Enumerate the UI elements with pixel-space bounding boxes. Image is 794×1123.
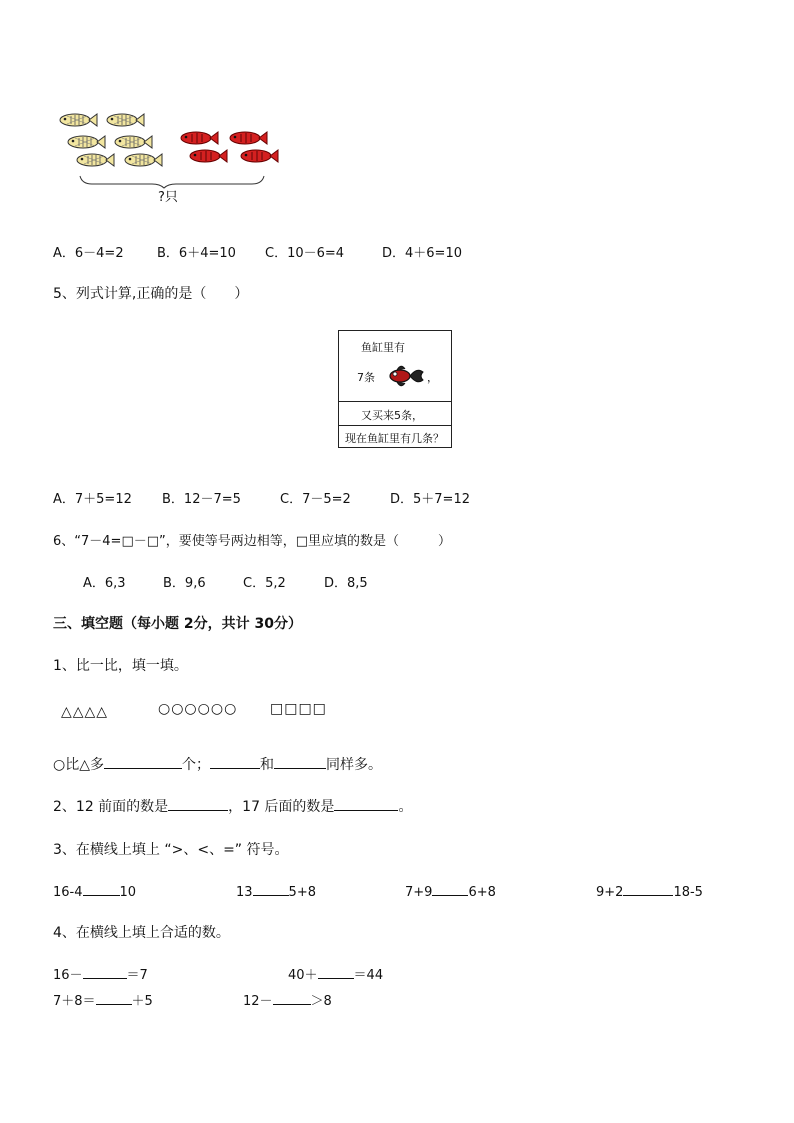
blank-field[interactable] <box>83 964 127 979</box>
q5-option-b: B．12－7=5 <box>162 492 241 507</box>
q4-option-a: A．6－4=2 <box>53 246 124 261</box>
s3-q1-answer-line <box>53 754 382 774</box>
blank-field[interactable] <box>334 796 398 811</box>
goldfish-icon <box>383 363 425 389</box>
eq-left: 40＋ <box>288 968 318 983</box>
blank-field[interactable] <box>318 964 354 979</box>
s3-q4-eq4 <box>243 990 332 1009</box>
q3-item-left: 7+9 <box>405 885 433 900</box>
s3-q1-stem: 1、比一比，填一填。 <box>53 658 188 674</box>
q6-option-c: C．5,2 <box>243 576 286 591</box>
blank-field[interactable] <box>623 881 673 896</box>
yellow-fish <box>60 114 97 126</box>
q3-item-right: 5+8 <box>288 885 316 900</box>
s3-q1-text-a: ○比△多 <box>53 757 104 773</box>
q6-option-a: A．6,3 <box>83 576 126 591</box>
s3-q2 <box>53 796 412 816</box>
blank-field[interactable] <box>210 754 260 769</box>
box-comma: ， <box>427 371 438 384</box>
eq-left: 16－ <box>53 968 83 983</box>
yellow-fish <box>77 154 114 166</box>
red-fish <box>181 132 218 144</box>
s3-q3-item <box>405 881 496 900</box>
q6-option-b: B．9,6 <box>163 576 206 591</box>
blank-field[interactable] <box>168 796 228 811</box>
box-line1: 鱼缸里有 <box>361 341 405 354</box>
yellow-fish <box>68 136 105 148</box>
square-shapes: □□□□ <box>270 701 327 717</box>
eq-right: ＝44 <box>353 968 384 983</box>
q5-stem: 5、列式计算,正确的是（ ） <box>53 286 249 302</box>
s3-q2-text-a: 2、12 前面的数是 <box>53 799 169 815</box>
red-fish <box>241 150 278 162</box>
red-fish <box>190 150 227 162</box>
box-line4: 现在鱼缸里有几条？ <box>345 432 444 445</box>
eq-right: ＞8 <box>310 994 332 1009</box>
q5-option-a: A．7＋5=12 <box>53 492 132 507</box>
blank-field[interactable] <box>432 881 468 896</box>
red-fish <box>230 132 267 144</box>
eq-right: ＋5 <box>131 994 153 1009</box>
blank-field[interactable] <box>96 990 132 1005</box>
q3-item-left: 13 <box>236 885 253 900</box>
q5-word-problem-box <box>338 330 452 448</box>
eq-left: 12－ <box>243 994 273 1009</box>
s3-q3-item <box>596 881 703 900</box>
box-line3: 又买来5条， <box>361 409 423 422</box>
s3-q4-eq2 <box>288 964 383 983</box>
yellow-fish <box>125 154 162 166</box>
q6-stem: 6、“7－4=□－□”，要使等号两边相等，□里应填的数是（ ） <box>53 534 452 549</box>
s3-q4-eq1 <box>53 964 148 983</box>
section3-heading: 三、填空题（每小题 2分，共计 30分） <box>53 616 302 632</box>
q3-item-left: 9+2 <box>596 885 624 900</box>
s3-q3-item <box>53 881 136 900</box>
q4-option-d: D．4＋6=10 <box>382 246 462 261</box>
yellow-fish <box>107 114 144 126</box>
q3-item-right: 18-5 <box>673 885 703 900</box>
s3-q2-text-c: 。 <box>398 799 413 815</box>
q5-option-c: C．7－5=2 <box>280 492 351 507</box>
yellow-fish <box>115 136 152 148</box>
q3-item-right: 6+8 <box>468 885 496 900</box>
q6-option-d: D．8,5 <box>324 576 368 591</box>
q4-option-b: B．6＋4=10 <box>157 246 236 261</box>
eq-right: ＝7 <box>126 968 148 983</box>
q5-option-d: D．5＋7=12 <box>390 492 470 507</box>
brace-label: ?只 <box>158 190 178 205</box>
red-fish-group <box>181 132 278 162</box>
s3-q3-stem: 3、在横线上填上 “>、<、=” 符号。 <box>53 842 289 858</box>
s3-q4-eq3 <box>53 990 153 1009</box>
blank-field[interactable] <box>253 881 289 896</box>
q3-item-left: 16-4 <box>53 885 83 900</box>
yellow-fish-group <box>60 114 162 166</box>
s3-q1-text-c: 和 <box>259 757 274 773</box>
q4-option-c: C．10－6=4 <box>265 246 345 261</box>
circle-shapes: ○○○○○○ <box>158 701 238 717</box>
box-line2: 7条 <box>357 371 375 384</box>
s3-q2-text-b: ，17 后面的数是 <box>228 799 335 815</box>
eq-left: 7＋8＝ <box>53 994 96 1009</box>
s3-q1-text-d: 同样多。 <box>325 757 382 773</box>
s3-q4-stem: 4、在横线上填上合适的数。 <box>53 925 230 941</box>
blank-field[interactable] <box>274 754 326 769</box>
s3-q1-text-b: 个； <box>181 757 210 773</box>
blank-field[interactable] <box>104 754 182 769</box>
s3-q3-item <box>236 881 316 900</box>
blank-field[interactable] <box>83 881 120 896</box>
triangle-shapes: △△△△ <box>61 704 109 720</box>
blank-field[interactable] <box>273 990 311 1005</box>
q3-item-right: 10 <box>119 885 137 900</box>
